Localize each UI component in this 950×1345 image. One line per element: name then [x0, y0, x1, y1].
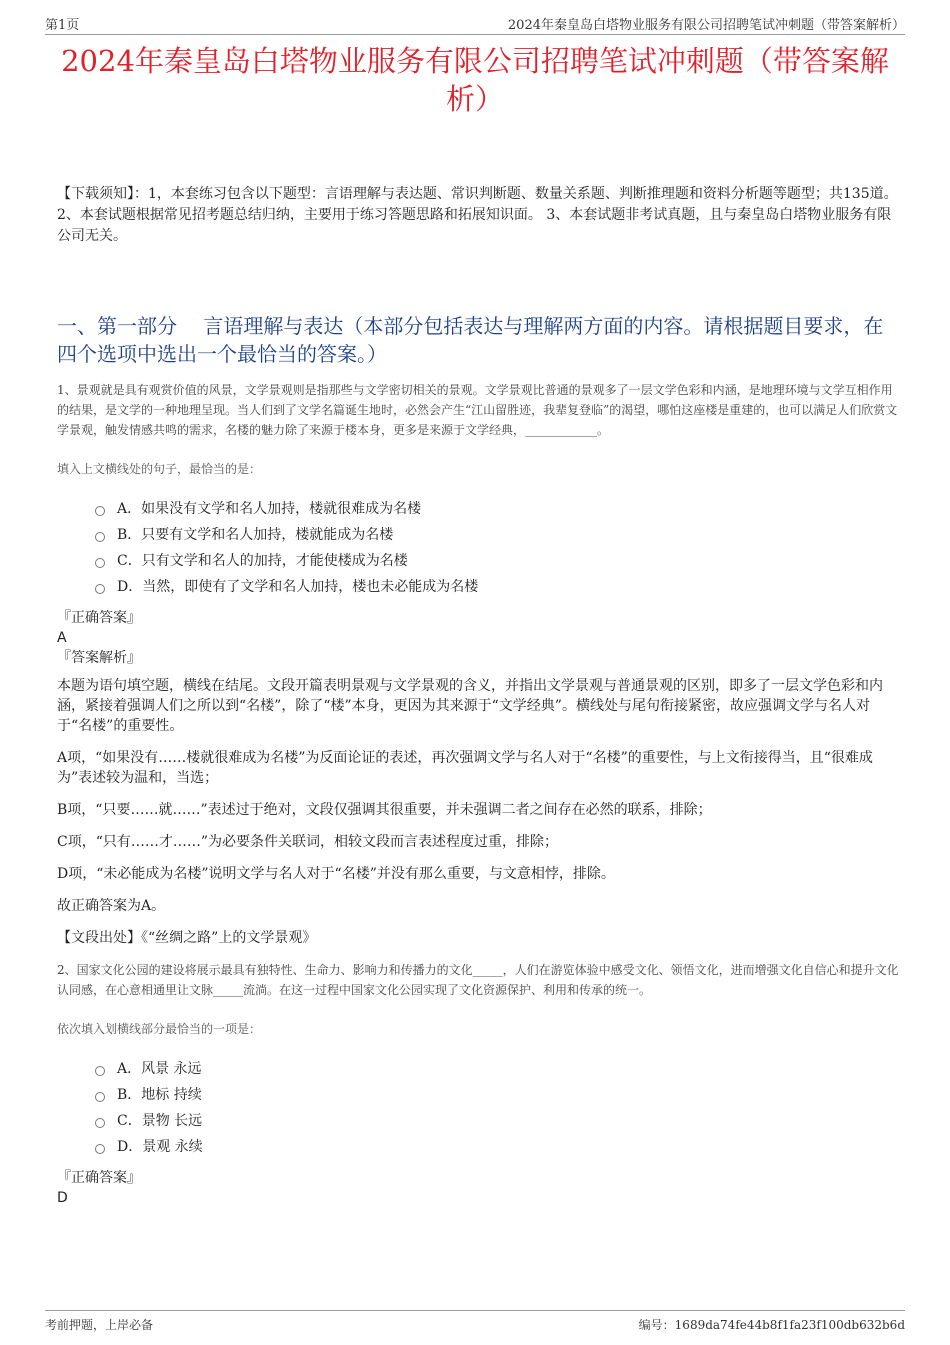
option-label: D．当然，即使有了文学和名人加持，楼也未必能成为名楼: [117, 579, 479, 595]
analysis-paragraph: 本题为语句填空题，横线在结尾。文段开篇表明景观与文学景观的含义，并指出文学景观与普通景观的区别，即多了一层文学色彩和内涵，紧接着强调人们之所以到“名楼”，除了“楼”本身，更因为其来源于“文学经典”。横线处与尾句衔接紧密，故应强调文学与名人对于“名楼”的重要性。: [57, 678, 883, 734]
radio-icon[interactable]: [95, 1118, 105, 1128]
option-b[interactable]: [95, 1082, 902, 1108]
radio-icon[interactable]: [95, 1144, 105, 1154]
option-label: A．风景 永远: [117, 1061, 202, 1077]
option-label: B．只要有文学和名人加持，楼就能成为名楼: [117, 527, 394, 543]
page-footer: [45, 1310, 905, 1337]
question-1: [57, 380, 902, 960]
option-label: A．如果没有文学和名人加持，楼就很难成为名楼: [117, 501, 422, 517]
radio-icon[interactable]: [95, 1066, 105, 1076]
option-a[interactable]: [95, 496, 902, 522]
answer-value: D: [57, 1190, 68, 1206]
download-notice: 【下载须知】：1，本套练习包含以下题型：言语理解与表达题、常识判断题、数量关系题、判断推理题和资料分析题等题型；共135道。 2、本套试题根据常见招考题总结归纳，主要用于练习答题思路和拓展知识面。 3、本套试题非考试真题，且与秦皇岛白塔物业服务有限公司无关。: [57, 186, 898, 244]
analysis-label: 『答案解析』: [57, 650, 141, 666]
question-1-text: 1、景观就是具有观赏价值的风景，文学景观则是指那些与文学密切相关的景观。文学景观比普通的景观多了一层文学色彩和内涵，是地理环境与文学互相作用的结果，是文学的一种地理呈现。当人们到了文学名篇诞生地时，必然会产生“江山留胜迹，我辈复登临”的渴望，哪怕这座楼是重建的，也可以满足人们欣赏文学景观，触发情感共鸣的需求，名楼的魅力除了来源于楼本身，更多是来源于文学经典，____________。: [57, 383, 898, 437]
radio-icon[interactable]: [95, 558, 105, 568]
option-d[interactable]: [95, 574, 902, 600]
analysis-paragraph: D项，“未必能成为名楼”说明文学与名人对于“名楼”并没有那么重要，与文意相悖，排除。: [57, 866, 615, 882]
option-label: C．只有文学和名人的加持，才能使楼成为名楼: [117, 553, 408, 569]
analysis-paragraph: C项，“只有……才……”为必要条件关联词，相较文段而言表述程度过重，排除；: [57, 834, 559, 850]
option-b[interactable]: [95, 522, 902, 548]
footer-serial: 编号：1689da74fe44b8f1fa23f100db632b6d: [638, 1318, 905, 1332]
analysis-source: 【文段出处】《“丝绸之路”上的文学景观》: [57, 930, 317, 946]
document-title: 2024年秦皇岛白塔物业服务有限公司招聘笔试冲刺题（带答案解析）: [61, 44, 889, 116]
answer-value: A: [57, 630, 67, 646]
option-a[interactable]: [95, 1056, 902, 1082]
footer-slogan: 考前押题，上岸必备: [45, 1318, 154, 1332]
analysis-paragraph: A项，“如果没有……楼就很难成为名楼”为反面论证的表述，再次强调文学与名人对于“名楼”的重要性，与上文衔接得当，且“很难成为”表述较为温和，当选；: [57, 750, 873, 786]
page-header: [45, 14, 905, 35]
question-2-prompt: 依次填入划横线部分最恰当的一项是：: [57, 1022, 262, 1036]
question-1-prompt: 填入上文横线处的句子，最恰当的是：: [57, 462, 262, 476]
option-label: D．景观 永续: [117, 1139, 203, 1155]
radio-icon[interactable]: [95, 532, 105, 542]
page-number: 第1页: [45, 18, 80, 33]
question-1-options: [95, 496, 902, 600]
radio-icon[interactable]: [95, 1092, 105, 1102]
option-d[interactable]: [95, 1134, 902, 1160]
section-heading: 一、第一部分 言语理解与表达（本部分包括表达与理解两方面的内容。请根据题目要求，在四个选项中选出一个最恰当的答案。）: [57, 314, 884, 366]
analysis-body: [57, 676, 902, 948]
radio-icon[interactable]: [95, 506, 105, 516]
analysis-paragraph: B项，“只要……就……”表述过于绝对，文段仅强调其很重要，并未强调二者之间存在必然的联系，排除；: [57, 802, 712, 818]
option-label: B．地标 持续: [117, 1087, 202, 1103]
analysis-paragraph: 故正确答案为A。: [57, 898, 166, 914]
option-c[interactable]: [95, 548, 902, 574]
option-label: C．景物 长远: [117, 1113, 203, 1129]
question-2-options: [95, 1056, 902, 1160]
answer-label: 『正确答案』: [57, 1170, 141, 1186]
radio-icon[interactable]: [95, 584, 105, 594]
header-doc-title: 2024年秦皇岛白塔物业服务有限公司招聘笔试冲刺题（带答案解析）: [507, 18, 905, 33]
answer-label: 『正确答案』: [57, 610, 141, 626]
question-2-text: 2、国家文化公园的建设将展示最具有独特性、生命力、影响力和传播力的文化_____，人们在游览体验中感受文化、领悟文化，进而增强文化自信心和提升文化认同感，在心意相通里让文脉_____流淌。在这一过程中国家文化公园实现了文化资源保护、利用和传承的统一。: [57, 963, 899, 997]
question-2: [57, 960, 902, 1208]
option-c[interactable]: [95, 1108, 902, 1134]
